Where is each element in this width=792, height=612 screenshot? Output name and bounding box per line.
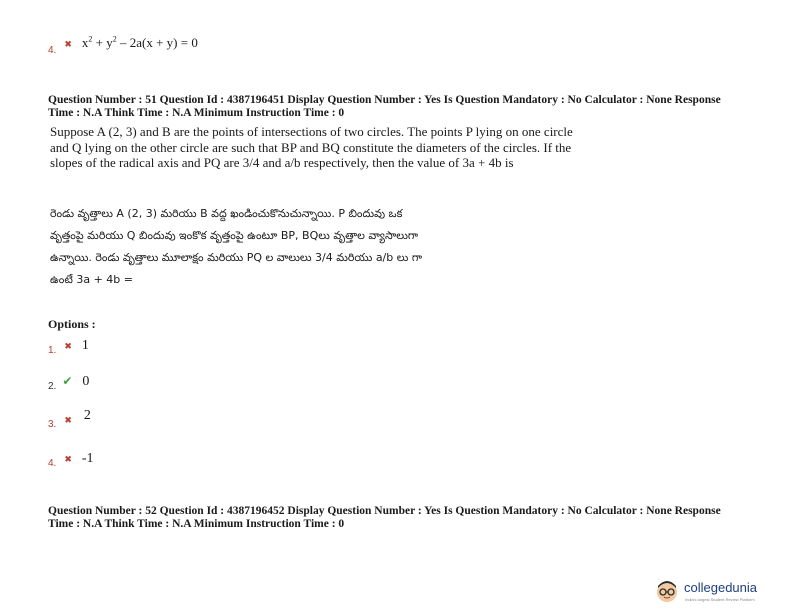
option-value: 2 — [83, 408, 91, 423]
option-number: 3. — [48, 419, 57, 430]
telugu-line: వృత్తంపై మరియు Q బిందువు ఇంకొక వృత్తంపై ఉంటూ BP, BQలు వృత్తాల వ్యాసాలుగా — [50, 229, 419, 242]
telugu-line: ఉంటే 3a + 4b = — [50, 273, 133, 286]
option-number: 1. — [48, 345, 57, 356]
cross-icon: ✖ — [64, 342, 72, 352]
option-number: 2. — [48, 381, 57, 392]
prev-option-4 — [48, 34, 198, 56]
cross-icon: ✖ — [64, 40, 72, 50]
option-value: 1 — [81, 338, 89, 353]
option-number: 4. — [48, 458, 57, 469]
question-52-meta — [48, 505, 768, 531]
question-51-telugu-text — [50, 207, 422, 295]
cross-icon: ✖ — [64, 416, 72, 426]
question-meta-line-2: Time : N.A Think Time : N.A Minimum Instruction Time : 0 — [48, 518, 345, 530]
option-formula: $x^2 + y^2 - 2a(x + y) = 0$ — [81, 34, 198, 50]
mascot-icon — [654, 578, 680, 604]
option-1 — [48, 336, 89, 354]
telugu-line: ఉన్నాయి. రెండు వృత్తాలు మూలాక్షం మరియు PQ ల వాలులు 3/4 మరియు a/b లు గా — [50, 251, 422, 264]
collegedunia-logo — [654, 578, 786, 606]
option-4 — [48, 449, 94, 467]
question-meta-line-1: Question Number : 51 Question Id : 4387196451 Display Question Number : Yes Is Question Mandatory : No Calculator : None Response — [48, 94, 721, 106]
option-value: -1 — [81, 451, 94, 466]
question-51-meta — [48, 94, 768, 120]
logo-text: collegedunia — [684, 580, 758, 595]
question-51-english-text: Suppose A (2, 3) and B are the points of intersections of two circles. The points P lying on one circle and Q lying on the other circle are such that BP and BQ constitute the diameters of the circles. If the slopes of the radical axis and PQ are 3/4 and a/b respectively, then the value of 3a + 4b is — [50, 124, 573, 170]
option-value: 0 — [82, 374, 90, 389]
option-number: 4. — [48, 45, 57, 56]
question-meta-line-2: Time : N.A Think Time : N.A Minimum Instruction Time : 0 — [48, 107, 345, 119]
question-meta-line-1: Question Number : 52 Question Id : 4387196452 Display Question Number : Yes Is Question Mandatory : No Calculator : None Response — [48, 505, 721, 517]
check-icon: ✔ — [62, 374, 73, 388]
options-label: Options : — [48, 317, 96, 331]
option-2 — [48, 372, 89, 390]
telugu-line: రెండు వృత్తాలు A (2, 3) మరియు B వద్ద ఖండించుకొనుచున్నాయి. P బిందువు ఒక — [50, 207, 403, 220]
logo-tagline: India's largest Student Review Platform — [685, 597, 755, 602]
cross-icon: ✖ — [64, 455, 72, 465]
option-3 — [48, 406, 91, 430]
